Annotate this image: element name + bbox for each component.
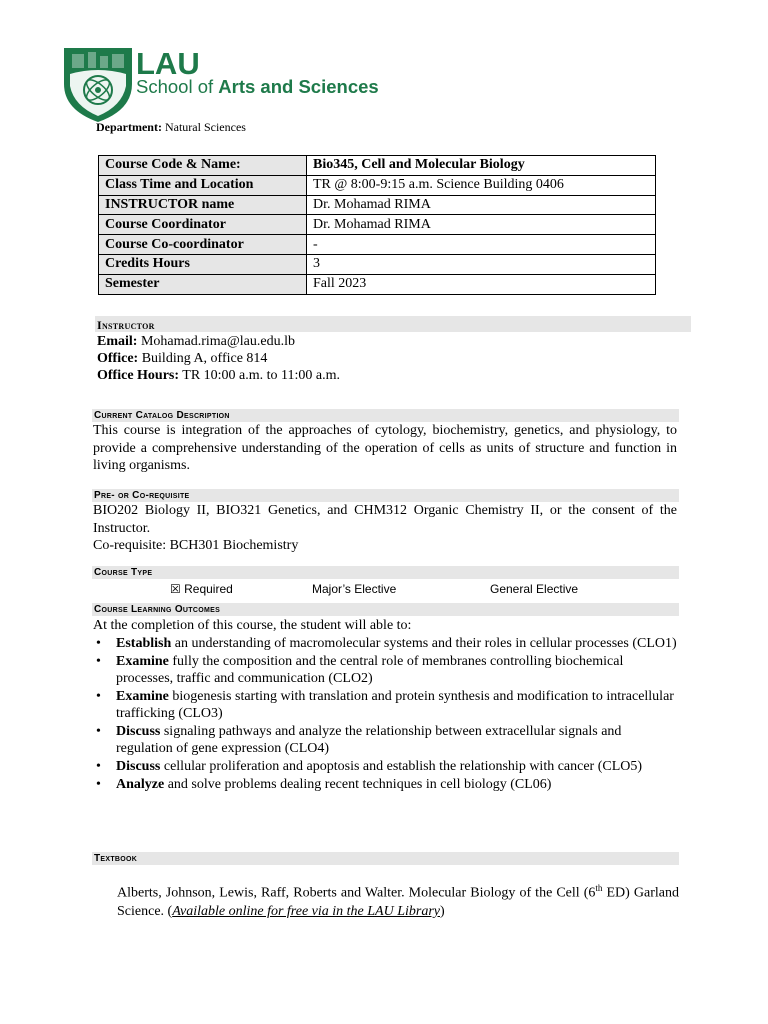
checkbox-checked-icon: ☒ <box>170 582 181 596</box>
list-item <box>93 688 677 722</box>
row-value: TR @ 8:00-9:15 a.m. Science Building 0406 <box>307 175 656 195</box>
logo-school <box>136 76 379 98</box>
table-row <box>99 274 656 294</box>
catalog-heading: Current Catalog Description <box>92 409 679 422</box>
table-row <box>99 175 656 195</box>
list-item <box>93 653 677 687</box>
table-row <box>99 215 656 235</box>
outcome-verb: Examine <box>116 689 169 704</box>
table-row <box>99 156 656 176</box>
table-row <box>99 195 656 215</box>
course-info-table <box>98 155 656 295</box>
row-value: - <box>307 235 656 255</box>
email-label: Email: <box>97 334 138 349</box>
textbook-text-a: Alberts, Johnson, Lewis, Raff, Roberts and Walter. Molecular Biology of the Cell (6 <box>117 885 596 901</box>
type-general-elective: General Elective <box>490 582 579 596</box>
outcome-text: and solve problems dealing recent techniques in cell biology (CL06) <box>164 777 552 792</box>
outcome-text: cellular proliferation and apoptosis and establish the relationship with cancer (CLO5) <box>160 759 643 774</box>
logo-brand: LAU <box>136 46 200 81</box>
office-value: Building A, office 814 <box>138 351 268 366</box>
course-type-heading: Course Type <box>92 566 679 579</box>
list-item <box>93 758 677 775</box>
row-key: Course Co-coordinator <box>99 235 307 255</box>
outcome-verb: Examine <box>116 654 169 669</box>
table-row <box>99 254 656 274</box>
row-key: Semester <box>99 274 307 294</box>
lau-shield-icon <box>62 44 134 124</box>
logo-school-prefix: School of <box>136 76 219 97</box>
outcome-verb: Discuss <box>116 759 161 774</box>
instructor-hours <box>97 367 340 384</box>
prereq-text: BIO202 Biology II, BIO321 Genetics, and CHM312 Organic Chemistry II, or the consent of the Instructor. <box>93 503 677 536</box>
outcome-verb: Discuss <box>116 724 161 739</box>
row-key: Course Code & Name: <box>99 156 307 176</box>
outcome-text: an understanding of macromolecular systems and their roles in cellular processes (CLO1) <box>171 636 677 651</box>
row-value: Dr. Mohamad RIMA <box>307 215 656 235</box>
hours-value: TR 10:00 a.m. to 11:00 a.m. <box>179 368 341 383</box>
lau-logo <box>62 44 134 124</box>
instructor-heading: Instructor <box>95 316 691 332</box>
outcome-verb: Analyze <box>116 777 165 792</box>
catalog-description: This course is integration of the approaches of cytology, biochemistry, genetics, and physiology, to provide a comprehensive understanding of the operation of cells as units of structure and function in living organisms. <box>93 423 677 473</box>
bullet-icon: • <box>96 636 101 651</box>
instructor-office <box>97 350 267 367</box>
department <box>96 120 246 135</box>
outcome-text: fully the composition and the central role of membranes controlling biochemical processes, traffic and communication (CLO2) <box>116 654 624 686</box>
outcome-text: biogenesis starting with translation and protein synthesis and modification to intracellular trafficking (CLO3) <box>116 689 674 721</box>
textbook-text-b: ED) Garland Science. ( <box>117 885 679 919</box>
type-majors-elective: Major’s Elective <box>312 582 397 596</box>
table-row <box>99 235 656 255</box>
row-key: INSTRUCTOR name <box>99 195 307 215</box>
outcomes-list <box>93 635 677 794</box>
hours-label: Office Hours: <box>97 368 180 383</box>
bullet-icon: • <box>96 724 101 739</box>
textbook-text-c: ) <box>440 903 445 919</box>
list-item <box>93 776 677 793</box>
bullet-icon: • <box>96 689 101 704</box>
textbook-sup: th <box>595 883 603 893</box>
row-key: Credits Hours <box>99 254 307 274</box>
row-value: Dr. Mohamad RIMA <box>307 195 656 215</box>
list-item <box>93 723 677 757</box>
row-value: 3 <box>307 254 656 274</box>
type-required-label: Required <box>184 582 233 596</box>
email-value[interactable]: Mohamad.rima@lau.edu.lb <box>137 334 295 349</box>
outcomes-intro: At the completion of this course, the student will able to: <box>93 618 412 633</box>
textbook-heading: Textbook <box>92 852 679 865</box>
textbook-citation <box>117 879 679 921</box>
row-value: Fall 2023 <box>307 274 656 294</box>
department-label: Department: <box>96 120 162 134</box>
instructor-email <box>97 333 295 350</box>
coreq-text: Co-requisite: BCH301 Biochemistry <box>93 538 299 553</box>
row-value: Bio345, Cell and Molecular Biology <box>307 156 656 176</box>
outcomes-heading: Course Learning Outcomes <box>92 603 679 616</box>
row-key: Course Coordinator <box>99 215 307 235</box>
prereq-heading: Pre- or Co-requisite <box>92 489 679 502</box>
type-required <box>170 582 233 596</box>
office-label: Office: <box>97 351 139 366</box>
outcome-verb: Establish <box>116 636 172 651</box>
department-value: Natural Sciences <box>164 120 246 134</box>
bullet-icon: • <box>96 777 101 792</box>
logo-school-name: Arts and Sciences <box>218 76 379 97</box>
library-link[interactable]: Available online for free via in the LAU Library <box>172 903 440 919</box>
list-item <box>93 635 677 652</box>
row-key: Class Time and Location <box>99 175 307 195</box>
bullet-icon: • <box>96 759 101 774</box>
outcome-text: signaling pathways and analyze the relationship between extracellular signals and regulation of gene expression (CLO4) <box>116 724 622 756</box>
bullet-icon: • <box>96 654 101 669</box>
